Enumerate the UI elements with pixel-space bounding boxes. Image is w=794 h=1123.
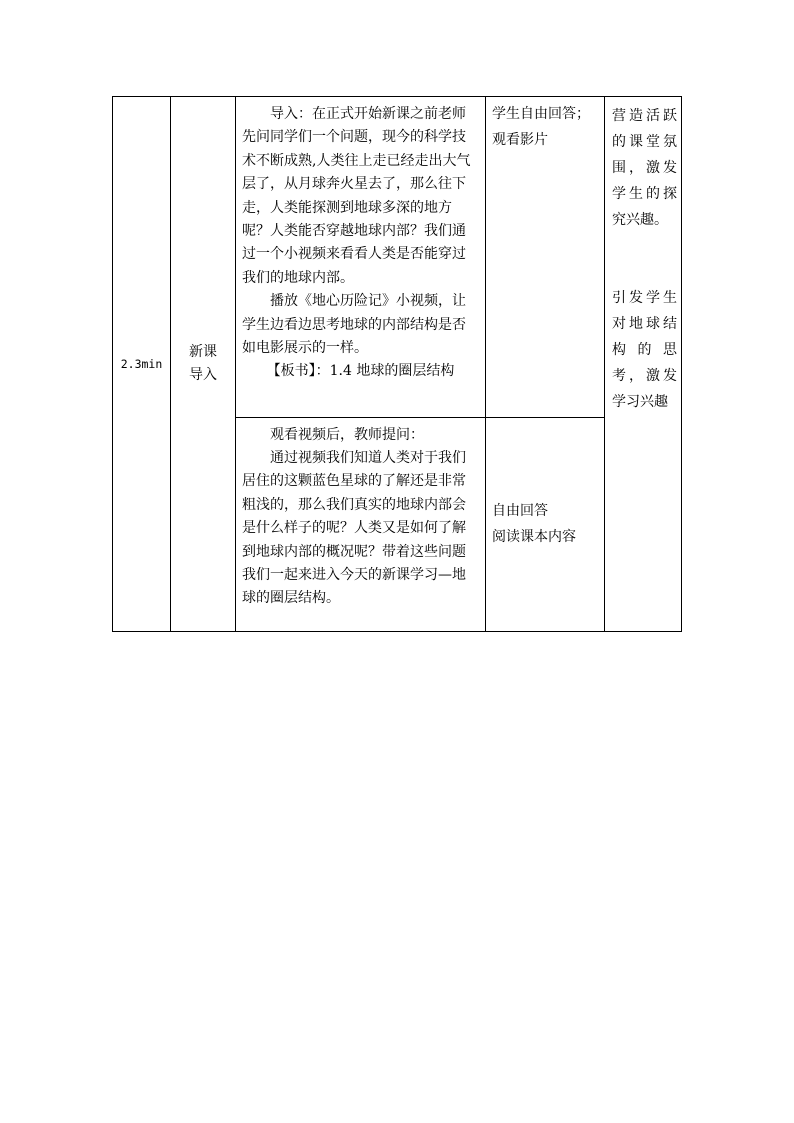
teacher-video-text: 播放《地心历险记》小视频，让学生边看边思考地球的内部结构是否如电影展示的一样。	[242, 293, 466, 357]
time-cell: 2.3min	[113, 97, 171, 632]
table-row	[113, 97, 682, 418]
teacher-activity-cell	[236, 417, 486, 631]
teacher-question-text: 通过视频我们知道人类对于我们居住的这颗蓝色星球的了解还是非常粗浅的，那么我们真实的地球内部会是什么样子的呢？人类又是如何了解到地球内部的概况呢？带着这些问题我们一起来进入今天的新课学习—地球的圈层结构。	[242, 450, 466, 607]
intent-text-2: 引发学生对地球结构的思考，激发学习兴趣	[612, 290, 677, 410]
intent-text-1: 营造活跃的课堂氛围，激发学生的探究兴趣。	[612, 108, 677, 228]
student-activity-cell	[486, 417, 605, 631]
teacher-activity-cell	[236, 97, 486, 418]
phase-cell	[171, 97, 236, 632]
student-activity-cell	[486, 97, 605, 418]
student-activity-line-1: 自由回答	[492, 502, 548, 519]
phase-line-1: 新课	[189, 344, 217, 360]
lesson-plan-table	[112, 96, 682, 632]
phase-line-2: 导入	[189, 367, 217, 383]
teacher-intro-text: 导入：在正式开始新课之前老师先问同学们一个问题，现今的科学技术不断成熟,人类往上走已经走出大气层了，从月球奔火星去了，那么往下走，人类能探测到地球多深的地方呢？人类能否穿越地球内部？我们通过一个小视频来看看人类是否能穿过我们的地球内部。	[242, 106, 471, 286]
teacher-question-intro: 观看视频后，教师提问：	[270, 426, 424, 443]
design-intent-cell	[605, 97, 682, 632]
student-activity-line-1: 学生自由回答；	[492, 106, 590, 122]
student-activity-line-2: 观看影片	[492, 132, 548, 148]
board-note: 【板书】：1.4 地球的圈层结构	[266, 363, 455, 380]
student-activity-line-2: 阅读课本内容	[492, 528, 576, 545]
